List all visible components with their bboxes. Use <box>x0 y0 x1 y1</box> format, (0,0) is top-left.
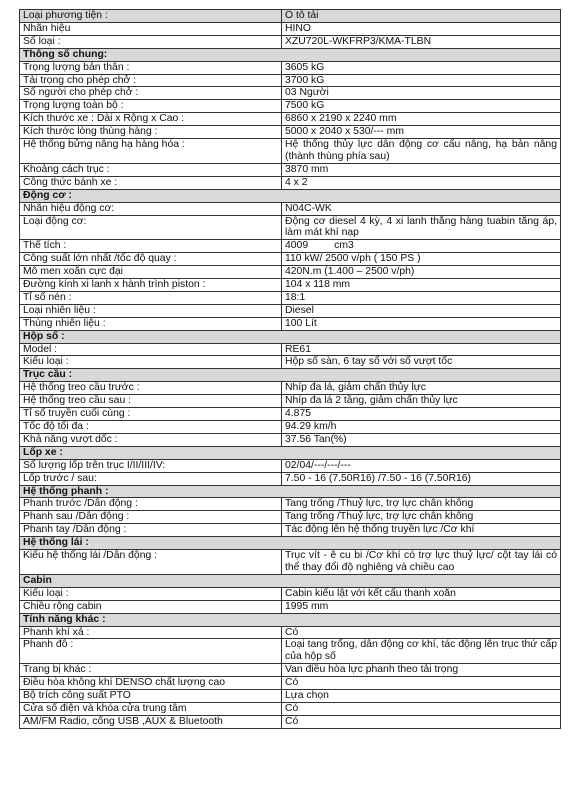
table-row <box>20 587 561 600</box>
row-label: Số người cho phép chở : <box>20 87 282 100</box>
row-label: Kiểu loại : <box>20 356 282 369</box>
row-value: 7.50 - 16 (7.50R16) /7.50 - 16 (7.50R16) <box>282 472 561 485</box>
row-label: Đường kính xi lanh x hành trình piston : <box>20 279 282 292</box>
table-row <box>20 664 561 677</box>
table-row <box>20 472 561 485</box>
row-label: Tải trọng cho phép chở : <box>20 74 282 87</box>
row-label: Công suất lớn nhất /tốc độ quay : <box>20 253 282 266</box>
table-row <box>20 639 561 664</box>
row-label: Trọng lượng bản thân : <box>20 61 282 74</box>
table-row <box>20 690 561 703</box>
table-row <box>20 498 561 511</box>
section-title: Hộp số : <box>20 330 561 343</box>
table-row <box>20 433 561 446</box>
row-value: RE61 <box>282 343 561 356</box>
row-value: 420N.m (1.400 – 2500 v/ph) <box>282 266 561 279</box>
table-row <box>20 87 561 100</box>
row-label: Cửa sổ điện và khóa cửa trung tâm <box>20 702 282 715</box>
row-value: Tác động lên hệ thống truyền lực /Cơ khí <box>282 524 561 537</box>
row-value: Nhíp đa lá 2 tầng, giảm chấn thủy lực <box>282 395 561 408</box>
row-value: Tang trống /Thuỷ lực, trợ lực chân không <box>282 498 561 511</box>
row-label: Hệ thống bửng nâng hạ hàng hóa : <box>20 139 282 164</box>
row-label: Thể tích : <box>20 240 282 253</box>
row-label: Hệ thống treo cầu trước : <box>20 382 282 395</box>
table-row <box>20 35 561 48</box>
row-label: Tỉ số truyền cuối cùng : <box>20 408 282 421</box>
row-value: 1995 mm <box>282 600 561 613</box>
table-row <box>20 459 561 472</box>
table-row <box>20 176 561 189</box>
table-row <box>20 550 561 575</box>
table-row <box>20 715 561 728</box>
row-value: 94.29 km/h <box>282 421 561 434</box>
table-row <box>20 317 561 330</box>
row-value: Có <box>282 626 561 639</box>
row-label: Nhãn hiệu động cơ: <box>20 202 282 215</box>
row-value: 6860 x 2190 x 2240 mm <box>282 113 561 126</box>
row-value: Tang trống /Thuỷ lực, trợ lực chân không <box>282 511 561 524</box>
table-row <box>20 382 561 395</box>
table-row <box>20 279 561 292</box>
row-label: Trang bị khác : <box>20 664 282 677</box>
vehicle-type-row <box>20 10 561 23</box>
row-value: 110 kW/ 2500 v/ph ( 150 PS ) <box>282 253 561 266</box>
section-title: Lốp xe : <box>20 446 561 459</box>
row-label: Công thức bánh xe : <box>20 176 282 189</box>
table-row <box>20 126 561 139</box>
section-header-tires <box>20 446 561 459</box>
row-label: Kiểu hệ thống lái /Dẫn động : <box>20 550 282 575</box>
row-label: Loại nhiên liệu : <box>20 304 282 317</box>
row-label: Tốc độ tối đa : <box>20 421 282 434</box>
row-value: Có <box>282 677 561 690</box>
row-label: Kích thước lòng thùng hàng : <box>20 126 282 139</box>
row-value: 7500 kG <box>282 100 561 113</box>
section-header-brakes <box>20 485 561 498</box>
row-value: XZU720L-WKFRP3/KMA-TLBN <box>282 35 561 48</box>
row-label: Phanh sau /Dẫn động : <box>20 511 282 524</box>
row-value: 18:1 <box>282 291 561 304</box>
table-row <box>20 61 561 74</box>
row-label: Khả năng vượt dốc : <box>20 433 282 446</box>
row-value: Có <box>282 715 561 728</box>
row-value: 03 Người <box>282 87 561 100</box>
vehicle-spec-table <box>19 9 561 729</box>
row-value: 4.875 <box>282 408 561 421</box>
row-value: 37.56 Tan(%) <box>282 433 561 446</box>
table-row <box>20 421 561 434</box>
vehicle-type-value: Ô tô tải <box>282 10 561 23</box>
section-header-axle <box>20 369 561 382</box>
table-row <box>20 626 561 639</box>
table-row <box>20 524 561 537</box>
table-row <box>20 74 561 87</box>
volume-unit: cm3 <box>334 240 354 252</box>
table-row <box>20 215 561 240</box>
table-row <box>20 677 561 690</box>
table-row <box>20 22 561 35</box>
table-row <box>20 253 561 266</box>
section-title: Thông số chung: <box>20 48 561 61</box>
row-label: Nhãn hiệu <box>20 22 282 35</box>
row-label: Số lượng lốp trên trục I/II/III/IV: <box>20 459 282 472</box>
section-title: Động cơ : <box>20 189 561 202</box>
section-title: Hệ thống phanh : <box>20 485 561 498</box>
vehicle-type-label: Loại phương tiện : <box>20 10 282 23</box>
row-value: Hộp số sàn, 6 tay số với số vượt tốc <box>282 356 561 369</box>
row-label: Khoảng cách trục : <box>20 163 282 176</box>
row-label: Phanh khí xả : <box>20 626 282 639</box>
section-header-cabin <box>20 574 561 587</box>
row-label: Hệ thống treo cầu sau : <box>20 395 282 408</box>
row-label: Loại động cơ: <box>20 215 282 240</box>
row-label: Phanh tay /Dẫn động : <box>20 524 282 537</box>
section-header-general <box>20 48 561 61</box>
row-label: Trọng lượng toàn bộ : <box>20 100 282 113</box>
table-row <box>20 600 561 613</box>
row-value: Nhíp đa lá, giảm chấn thủy lực <box>282 382 561 395</box>
table-row <box>20 702 561 715</box>
section-title: Tính năng khác : <box>20 613 561 626</box>
row-label: Phanh trước /Dẫn động : <box>20 498 282 511</box>
row-value: Hệ thống thủy lực dẫn động cơ cấu nâng, hạ bản nâng (thành thùng phía sau) <box>282 139 561 164</box>
row-value: Trục vít - ê cu bi /Cơ khí có trợ lực thuỷ lực/ cột tay lái có thể thay đổi độ nghiêng và chiều cao <box>282 550 561 575</box>
row-value: N04C-WK <box>282 202 561 215</box>
row-value: 104 x 118 mm <box>282 279 561 292</box>
row-label: Chiều rộng cabin <box>20 600 282 613</box>
section-header-steering <box>20 537 561 550</box>
table-row <box>20 356 561 369</box>
row-value: 4 x 2 <box>282 176 561 189</box>
row-label: Kích thước xe : Dài x Rộng x Cao : <box>20 113 282 126</box>
table-row <box>20 139 561 164</box>
row-label: Phanh đỗ : <box>20 639 282 664</box>
row-value: 100 Lít <box>282 317 561 330</box>
table-row <box>20 113 561 126</box>
row-label: Model : <box>20 343 282 356</box>
table-row <box>20 100 561 113</box>
section-header-gearbox <box>20 330 561 343</box>
row-label: Tỉ số nén : <box>20 291 282 304</box>
row-label: Mô men xoắn cực đại <box>20 266 282 279</box>
row-value: HINO <box>282 22 561 35</box>
row-label: Số loại : <box>20 35 282 48</box>
table-row <box>20 511 561 524</box>
row-value: 3700 kG <box>282 74 561 87</box>
row-value: 3870 mm <box>282 163 561 176</box>
row-value: Loại tang trống, dẫn động cơ khí, tác động lên trục thứ cấp của hộp số <box>282 639 561 664</box>
table-row <box>20 202 561 215</box>
row-value: 3605 kG <box>282 61 561 74</box>
section-header-features <box>20 613 561 626</box>
table-row <box>20 408 561 421</box>
table-row <box>20 343 561 356</box>
row-value: Diesel <box>282 304 561 317</box>
row-value: 5000 x 2040 x 530/--- mm <box>282 126 561 139</box>
section-header-engine <box>20 189 561 202</box>
row-label: Điều hòa không khí DENSO chất lượng cao <box>20 677 282 690</box>
table-row <box>20 395 561 408</box>
row-value <box>282 240 561 253</box>
table-row <box>20 304 561 317</box>
row-label: Lốp trước / sau: <box>20 472 282 485</box>
table-row <box>20 266 561 279</box>
row-value: Có <box>282 702 561 715</box>
row-value: Cabin kiểu lật với kết cấu thanh xoắn <box>282 587 561 600</box>
row-value: Động cơ diesel 4 kỳ, 4 xi lanh thẳng hàng tuabin tăng áp, làm mát khí nạp <box>282 215 561 240</box>
section-title: Trục cầu : <box>20 369 561 382</box>
row-label: Kiểu loại : <box>20 587 282 600</box>
table-row <box>20 291 561 304</box>
row-label: Bộ trích công suất PTO <box>20 690 282 703</box>
row-value: 02/04/---/---/--- <box>282 459 561 472</box>
section-title: Cabin <box>20 574 561 587</box>
section-title: Hệ thống lái : <box>20 537 561 550</box>
row-value: Van điều hòa lực phanh theo tải trọng <box>282 664 561 677</box>
row-label: AM/FM Radio, cổng USB ,AUX & Bluetooth <box>20 715 282 728</box>
table-row <box>20 240 561 253</box>
table-row <box>20 163 561 176</box>
row-value: Lựa chọn <box>282 690 561 703</box>
row-label: Thùng nhiên liệu : <box>20 317 282 330</box>
volume-value: 4009 <box>285 240 309 252</box>
